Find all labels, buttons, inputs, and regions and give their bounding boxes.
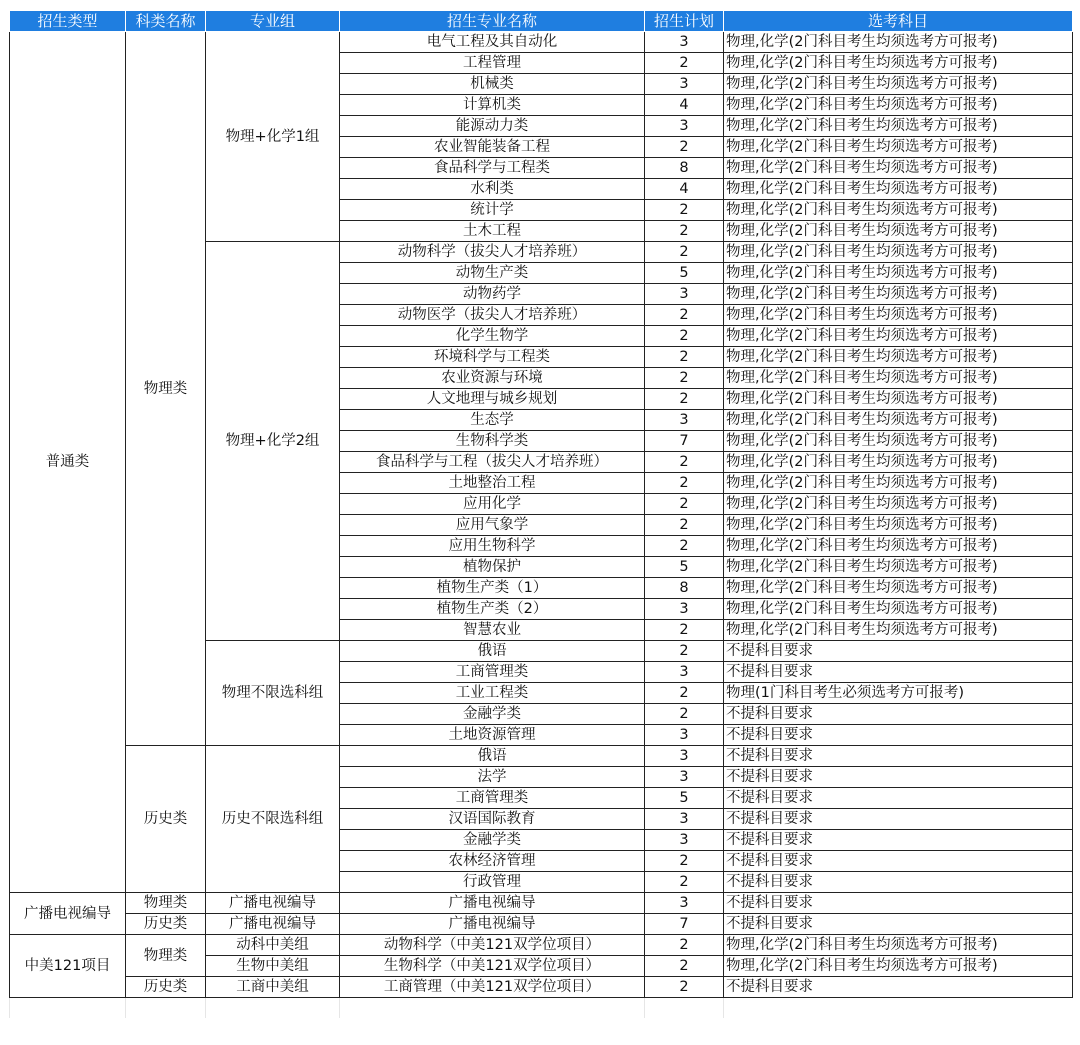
plan-cell: 3 bbox=[645, 662, 724, 683]
major-group-cell: 生物中美组 bbox=[206, 956, 340, 977]
subject-category-cell: 物理类 bbox=[126, 32, 206, 746]
major-name-cell: 植物生产类（2） bbox=[340, 599, 645, 620]
major-name-cell: 生态学 bbox=[340, 410, 645, 431]
required-subjects-cell: 物理,化学(2门科目考生均须选考方可报考) bbox=[724, 578, 1073, 599]
required-subjects-cell: 不提科目要求 bbox=[724, 662, 1073, 683]
header-row bbox=[10, 11, 1073, 32]
plan-cell: 3 bbox=[645, 830, 724, 851]
plan-cell: 3 bbox=[645, 746, 724, 767]
required-subjects-cell: 物理,化学(2门科目考生均须选考方可报考) bbox=[724, 431, 1073, 452]
major-name-cell: 智慧农业 bbox=[340, 620, 645, 641]
major-name-cell: 动物科学（拔尖人才培养班） bbox=[340, 242, 645, 263]
major-group-cell: 广播电视编导 bbox=[206, 893, 340, 914]
table-row bbox=[10, 914, 1073, 935]
major-name-cell: 俄语 bbox=[340, 746, 645, 767]
required-subjects-cell: 物理,化学(2门科目考生均须选考方可报考) bbox=[724, 368, 1073, 389]
required-subjects-cell: 物理,化学(2门科目考生均须选考方可报考) bbox=[724, 599, 1073, 620]
header-admission-type: 招生类型 bbox=[10, 11, 126, 32]
required-subjects-cell: 物理,化学(2门科目考生均须选考方可报考) bbox=[724, 620, 1073, 641]
required-subjects-cell: 不提科目要求 bbox=[724, 977, 1073, 998]
plan-cell: 2 bbox=[645, 872, 724, 893]
major-name-cell: 植物保护 bbox=[340, 557, 645, 578]
plan-cell: 2 bbox=[645, 851, 724, 872]
major-name-cell: 计算机类 bbox=[340, 95, 645, 116]
major-group-cell: 物理+化学2组 bbox=[206, 242, 340, 641]
plan-cell: 3 bbox=[645, 893, 724, 914]
plan-cell: 7 bbox=[645, 431, 724, 452]
required-subjects-cell: 物理,化学(2门科目考生均须选考方可报考) bbox=[724, 284, 1073, 305]
required-subjects-cell: 物理,化学(2门科目考生均须选考方可报考) bbox=[724, 557, 1073, 578]
plan-cell: 2 bbox=[645, 200, 724, 221]
major-name-cell: 汉语国际教育 bbox=[340, 809, 645, 830]
major-name-cell: 广播电视编导 bbox=[340, 914, 645, 935]
subject-category-cell: 物理类 bbox=[126, 893, 206, 914]
table-row bbox=[10, 32, 1073, 53]
required-subjects-cell: 物理,化学(2门科目考生均须选考方可报考) bbox=[724, 347, 1073, 368]
empty-row bbox=[10, 998, 1073, 1019]
major-group-cell: 历史不限选科组 bbox=[206, 746, 340, 893]
plan-cell: 2 bbox=[645, 977, 724, 998]
required-subjects-cell: 不提科目要求 bbox=[724, 788, 1073, 809]
subject-category-cell: 历史类 bbox=[126, 977, 206, 998]
header-plan: 招生计划 bbox=[645, 11, 724, 32]
plan-cell: 2 bbox=[645, 704, 724, 725]
major-group-cell: 广播电视编导 bbox=[206, 914, 340, 935]
required-subjects-cell: 不提科目要求 bbox=[724, 830, 1073, 851]
major-name-cell: 能源动力类 bbox=[340, 116, 645, 137]
major-name-cell: 统计学 bbox=[340, 200, 645, 221]
major-name-cell: 工业工程类 bbox=[340, 683, 645, 704]
plan-cell: 2 bbox=[645, 368, 724, 389]
table-row bbox=[10, 893, 1073, 914]
major-name-cell: 动物医学（拔尖人才培养班） bbox=[340, 305, 645, 326]
required-subjects-cell: 物理,化学(2门科目考生均须选考方可报考) bbox=[724, 137, 1073, 158]
plan-cell: 2 bbox=[645, 242, 724, 263]
major-name-cell: 金融学类 bbox=[340, 704, 645, 725]
major-name-cell: 土地资源管理 bbox=[340, 725, 645, 746]
required-subjects-cell: 物理,化学(2门科目考生均须选考方可报考) bbox=[724, 200, 1073, 221]
plan-cell: 3 bbox=[645, 116, 724, 137]
major-name-cell: 生物科学（中美121双学位项目） bbox=[340, 956, 645, 977]
major-name-cell: 机械类 bbox=[340, 74, 645, 95]
header-major-name: 招生专业名称 bbox=[340, 11, 645, 32]
required-subjects-cell: 不提科目要求 bbox=[724, 809, 1073, 830]
plan-cell: 2 bbox=[645, 137, 724, 158]
empty-cell bbox=[645, 998, 724, 1019]
empty-cell bbox=[206, 998, 340, 1019]
major-name-cell: 农业资源与环境 bbox=[340, 368, 645, 389]
plan-cell: 3 bbox=[645, 767, 724, 788]
major-name-cell: 工程管理 bbox=[340, 53, 645, 74]
required-subjects-cell: 物理,化学(2门科目考生均须选考方可报考) bbox=[724, 158, 1073, 179]
admission-plan-table bbox=[9, 10, 1073, 1018]
plan-cell: 2 bbox=[645, 452, 724, 473]
major-name-cell: 动物科学（中美121双学位项目） bbox=[340, 935, 645, 956]
plan-cell: 3 bbox=[645, 725, 724, 746]
required-subjects-cell: 物理,化学(2门科目考生均须选考方可报考) bbox=[724, 956, 1073, 977]
major-name-cell: 俄语 bbox=[340, 641, 645, 662]
required-subjects-cell: 物理,化学(2门科目考生均须选考方可报考) bbox=[724, 53, 1073, 74]
required-subjects-cell: 物理,化学(2门科目考生均须选考方可报考) bbox=[724, 410, 1073, 431]
plan-cell: 2 bbox=[645, 935, 724, 956]
major-name-cell: 金融学类 bbox=[340, 830, 645, 851]
major-name-cell: 法学 bbox=[340, 767, 645, 788]
major-group-cell: 动科中美组 bbox=[206, 935, 340, 956]
plan-cell: 2 bbox=[645, 53, 724, 74]
plan-cell: 2 bbox=[645, 620, 724, 641]
major-name-cell: 食品科学与工程（拔尖人才培养班） bbox=[340, 452, 645, 473]
empty-cell bbox=[724, 998, 1073, 1019]
plan-cell: 8 bbox=[645, 158, 724, 179]
major-name-cell: 水利类 bbox=[340, 179, 645, 200]
major-name-cell: 工商管理类 bbox=[340, 662, 645, 683]
plan-cell: 2 bbox=[645, 641, 724, 662]
plan-cell: 4 bbox=[645, 95, 724, 116]
required-subjects-cell: 不提科目要求 bbox=[724, 746, 1073, 767]
required-subjects-cell: 不提科目要求 bbox=[724, 704, 1073, 725]
table-row bbox=[10, 935, 1073, 956]
required-subjects-cell: 物理,化学(2门科目考生均须选考方可报考) bbox=[724, 515, 1073, 536]
major-name-cell: 应用化学 bbox=[340, 494, 645, 515]
required-subjects-cell: 物理,化学(2门科目考生均须选考方可报考) bbox=[724, 389, 1073, 410]
subject-category-cell: 历史类 bbox=[126, 746, 206, 893]
major-name-cell: 食品科学与工程类 bbox=[340, 158, 645, 179]
major-name-cell: 应用气象学 bbox=[340, 515, 645, 536]
required-subjects-cell: 物理,化学(2门科目考生均须选考方可报考) bbox=[724, 95, 1073, 116]
plan-cell: 2 bbox=[645, 389, 724, 410]
major-name-cell: 生物科学类 bbox=[340, 431, 645, 452]
major-name-cell: 应用生物科学 bbox=[340, 536, 645, 557]
plan-cell: 3 bbox=[645, 32, 724, 53]
plan-cell: 3 bbox=[645, 599, 724, 620]
required-subjects-cell: 不提科目要求 bbox=[724, 851, 1073, 872]
major-name-cell: 植物生产类（1） bbox=[340, 578, 645, 599]
header-required-subjects: 选考科目 bbox=[724, 11, 1073, 32]
required-subjects-cell: 不提科目要求 bbox=[724, 872, 1073, 893]
major-name-cell: 农林经济管理 bbox=[340, 851, 645, 872]
empty-cell bbox=[126, 998, 206, 1019]
plan-cell: 4 bbox=[645, 179, 724, 200]
subject-category-cell: 历史类 bbox=[126, 914, 206, 935]
required-subjects-cell: 物理,化学(2门科目考生均须选考方可报考) bbox=[724, 221, 1073, 242]
required-subjects-cell: 不提科目要求 bbox=[724, 914, 1073, 935]
plan-cell: 2 bbox=[645, 347, 724, 368]
plan-cell: 3 bbox=[645, 284, 724, 305]
major-name-cell: 土地整治工程 bbox=[340, 473, 645, 494]
required-subjects-cell: 物理,化学(2门科目考生均须选考方可报考) bbox=[724, 74, 1073, 95]
plan-cell: 2 bbox=[645, 515, 724, 536]
empty-cell bbox=[10, 998, 126, 1019]
major-name-cell: 广播电视编导 bbox=[340, 893, 645, 914]
major-name-cell: 化学生物学 bbox=[340, 326, 645, 347]
header-subject-category: 科类名称 bbox=[126, 11, 206, 32]
table-row bbox=[10, 746, 1073, 767]
major-name-cell: 人文地理与城乡规划 bbox=[340, 389, 645, 410]
plan-cell: 2 bbox=[645, 956, 724, 977]
major-group-cell: 工商中美组 bbox=[206, 977, 340, 998]
empty-cell bbox=[340, 998, 645, 1019]
plan-cell: 2 bbox=[645, 494, 724, 515]
major-name-cell: 动物药学 bbox=[340, 284, 645, 305]
plan-cell: 2 bbox=[645, 473, 724, 494]
table-row bbox=[10, 977, 1073, 998]
major-name-cell: 行政管理 bbox=[340, 872, 645, 893]
subject-category-cell: 物理类 bbox=[126, 935, 206, 977]
plan-cell: 7 bbox=[645, 914, 724, 935]
plan-cell: 8 bbox=[645, 578, 724, 599]
required-subjects-cell: 物理,化学(2门科目考生均须选考方可报考) bbox=[724, 494, 1073, 515]
required-subjects-cell: 物理,化学(2门科目考生均须选考方可报考) bbox=[724, 326, 1073, 347]
major-group-cell: 物理不限选科组 bbox=[206, 641, 340, 746]
required-subjects-cell: 物理,化学(2门科目考生均须选考方可报考) bbox=[724, 935, 1073, 956]
major-name-cell: 农业智能装备工程 bbox=[340, 137, 645, 158]
major-name-cell: 土木工程 bbox=[340, 221, 645, 242]
required-subjects-cell: 物理(1门科目考生必须选考方可报考) bbox=[724, 683, 1073, 704]
plan-cell: 2 bbox=[645, 305, 724, 326]
major-name-cell: 电气工程及其自动化 bbox=[340, 32, 645, 53]
required-subjects-cell: 不提科目要求 bbox=[724, 893, 1073, 914]
required-subjects-cell: 物理,化学(2门科目考生均须选考方可报考) bbox=[724, 536, 1073, 557]
required-subjects-cell: 物理,化学(2门科目考生均须选考方可报考) bbox=[724, 116, 1073, 137]
plan-cell: 5 bbox=[645, 557, 724, 578]
required-subjects-cell: 物理,化学(2门科目考生均须选考方可报考) bbox=[724, 452, 1073, 473]
plan-cell: 2 bbox=[645, 536, 724, 557]
required-subjects-cell: 物理,化学(2门科目考生均须选考方可报考) bbox=[724, 242, 1073, 263]
plan-cell: 5 bbox=[645, 788, 724, 809]
plan-cell: 2 bbox=[645, 326, 724, 347]
required-subjects-cell: 不提科目要求 bbox=[724, 725, 1073, 746]
admission-table-container bbox=[9, 10, 1072, 1018]
admission-type-cell: 广播电视编导 bbox=[10, 893, 126, 935]
required-subjects-cell: 不提科目要求 bbox=[724, 641, 1073, 662]
major-name-cell: 工商管理（中美121双学位项目） bbox=[340, 977, 645, 998]
required-subjects-cell: 物理,化学(2门科目考生均须选考方可报考) bbox=[724, 179, 1073, 200]
plan-cell: 3 bbox=[645, 410, 724, 431]
plan-cell: 3 bbox=[645, 809, 724, 830]
plan-cell: 2 bbox=[645, 683, 724, 704]
admission-type-cell: 中美121项目 bbox=[10, 935, 126, 998]
plan-cell: 2 bbox=[645, 221, 724, 242]
required-subjects-cell: 不提科目要求 bbox=[724, 767, 1073, 788]
required-subjects-cell: 物理,化学(2门科目考生均须选考方可报考) bbox=[724, 473, 1073, 494]
required-subjects-cell: 物理,化学(2门科目考生均须选考方可报考) bbox=[724, 305, 1073, 326]
major-name-cell: 环境科学与工程类 bbox=[340, 347, 645, 368]
required-subjects-cell: 物理,化学(2门科目考生均须选考方可报考) bbox=[724, 32, 1073, 53]
major-name-cell: 工商管理类 bbox=[340, 788, 645, 809]
major-name-cell: 动物生产类 bbox=[340, 263, 645, 284]
header-major-group: 专业组 bbox=[206, 11, 340, 32]
required-subjects-cell: 物理,化学(2门科目考生均须选考方可报考) bbox=[724, 263, 1073, 284]
plan-cell: 3 bbox=[645, 74, 724, 95]
plan-cell: 5 bbox=[645, 263, 724, 284]
admission-type-cell: 普通类 bbox=[10, 32, 126, 893]
major-group-cell: 物理+化学1组 bbox=[206, 32, 340, 242]
